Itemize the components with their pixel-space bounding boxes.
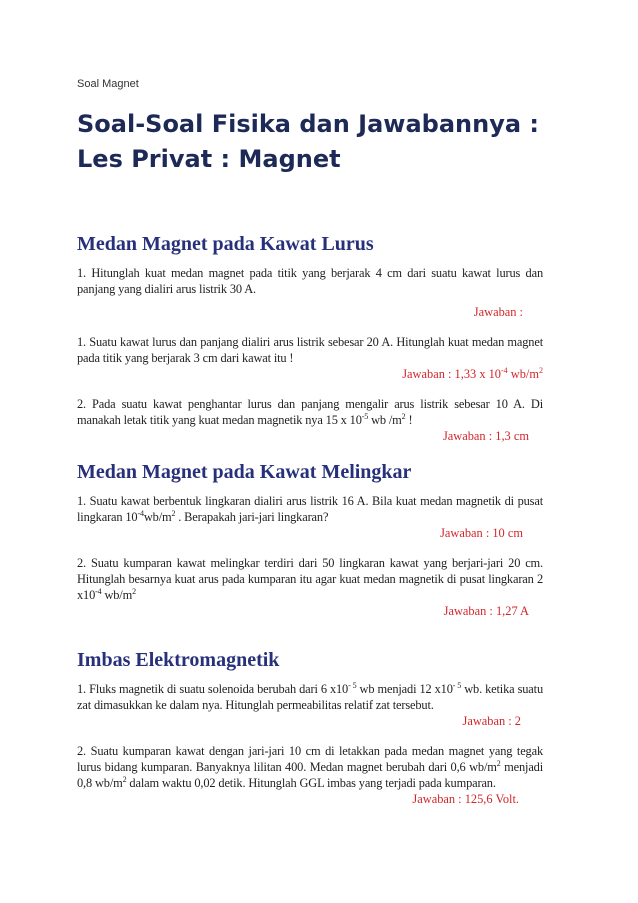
answer-text: Jawaban : 2 — [462, 714, 521, 728]
page-title-line-1: Soal-Soal Fisika dan Jawabannya : — [77, 110, 539, 138]
question-text: 2. Suatu kumparan kawat melingkar terdiri dari 50 lingkaran kawat yang berjari-jari 20 cm. Hitunglah besarnya kuat arus pada kumparan itu agar kuat medan magnetik di pusat lingkaran 2 $x10^{-4}$ $wb/m^2$ — [77, 556, 543, 602]
spacer — [77, 729, 543, 743]
question-text: 1. Fluks magnetik di suatu solenoida berubah dari 6 $x10^{- 5}$ wb menjadi 12 $x10^{- 5}$ wb. ketika suatu zat dimasukkan ke dalam nya. Hitunglah permeabilitas relatif zat tersebut. — [77, 681, 543, 712]
answer-text: Jawaban : 1,27 A — [443, 604, 529, 618]
spacer — [77, 541, 543, 555]
question-text: 2. Suatu kumparan kawat dengan jari-jari 10 cm di letakkan pada medan magnet yang tegak lurus bidang kumparan. Banyaknya lilitan 400. Medan magnet berubah dari 0,6 $wb/m^2$ menjadi 0,8 $wb/m^2$ dalam waktu 0,02 detik. Hitunglah GGL imbas yang terjadi pada kumparan. — [77, 744, 544, 790]
spacer — [77, 382, 543, 396]
question-text: 1. Hitunglah kuat medan magnet pada titik yang berjarak 4 cm dari suatu kawat lurus dan panjang yang dialiri arus listrik 30 A. — [77, 266, 543, 296]
section-kawat-lurus — [77, 232, 543, 444]
page-header: Soal Magnet — [77, 78, 139, 90]
page-title-line-2: Les Privat : Magnet — [77, 145, 341, 173]
section-heading: Medan Magnet pada Kawat Melingkar — [77, 461, 412, 483]
question-text: 1. Suatu kawat lurus dan panjang dialiri arus listrik sebesar 20 A. Hitunglah kuat medan magnet pada titik yang berjarak 3 cm dari kawat itu ! — [77, 335, 543, 365]
section-kawat-melingkar — [77, 460, 543, 619]
answer-text: Jawaban : 1,33 x $10^{-4}$ $wb/m^2$ — [402, 366, 543, 381]
answer-text: Jawaban : — [473, 305, 523, 319]
section-heading: Imbas Elektromagnetik — [77, 649, 280, 671]
section-heading: Medan Magnet pada Kawat Lurus — [77, 233, 374, 255]
answer-text: Jawaban : 125,6 Volt. — [412, 792, 519, 806]
answer-text: Jawaban : 1,3 cm — [442, 429, 529, 443]
question-text: 2. Pada suatu kawat penghantar lurus dan panjang mengalir arus listrik sebesar 10 A. Di manakah letak titik yang kuat medan magnetik nya 15 x $10^{-5}$ wb $/m^2$ ! — [77, 397, 543, 427]
answer-text: Jawaban : 10 cm — [440, 526, 523, 540]
section-imbas-elektromagnetik — [77, 648, 543, 807]
spacer — [77, 320, 543, 334]
question-text: 1. Suatu kawat berbentuk lingkaran dialiri arus listrik 16 A. Bila kuat medan magnetik di pusat lingkaran $10^{-4}wb/m^2$ . Berapakah jari-jari lingkaran? — [77, 494, 543, 524]
page-title — [77, 107, 577, 177]
